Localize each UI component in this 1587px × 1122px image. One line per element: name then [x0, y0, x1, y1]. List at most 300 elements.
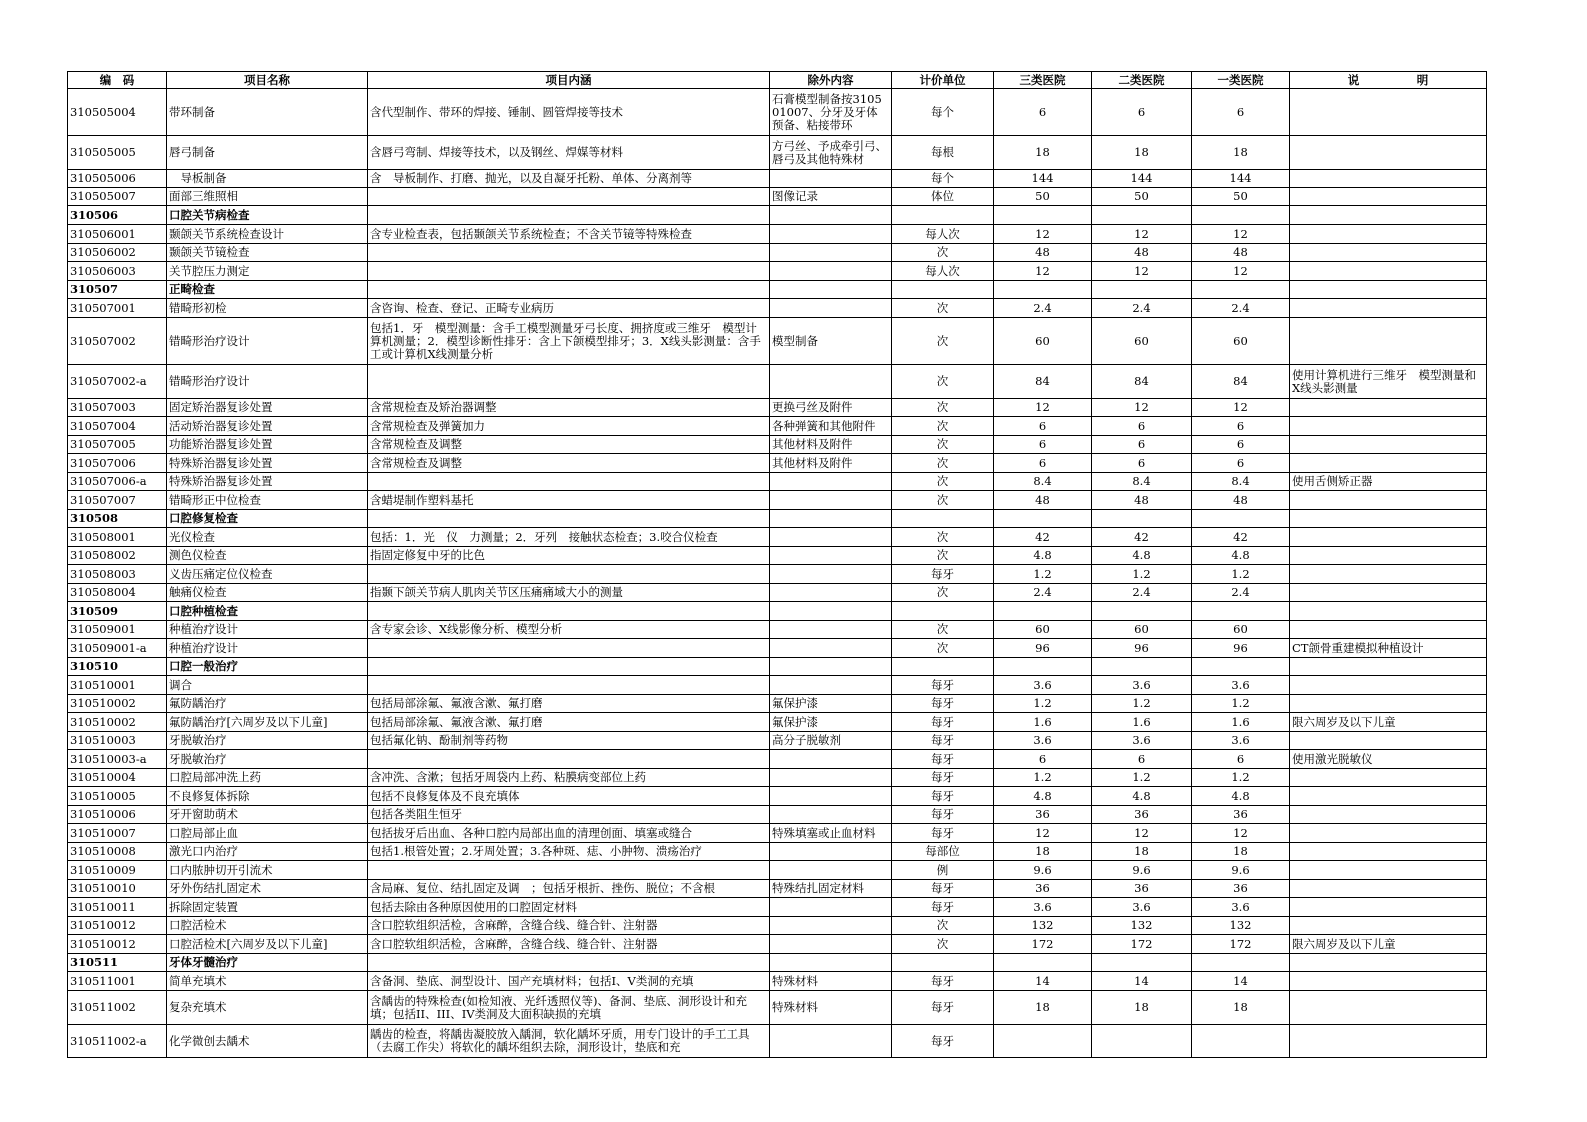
cell-code: [68, 954, 167, 972]
cell-unit: [892, 491, 994, 510]
cell-unit: [892, 510, 994, 528]
cell-price-class1-text: 6: [1236, 438, 1245, 451]
cell-name: [167, 713, 368, 732]
cell-price-class3: [994, 861, 1092, 880]
cell-name: [167, 806, 368, 824]
category-row: [68, 954, 1487, 972]
cell-note: [1290, 880, 1487, 898]
cell-exclude: [770, 991, 892, 1025]
cell-name: [167, 584, 368, 602]
cell-unit-text: 每个: [931, 105, 954, 119]
cell-price-class3: [994, 547, 1092, 565]
table-row: [68, 713, 1487, 732]
cell-price-class3: [994, 436, 1092, 454]
cell-name: [167, 769, 368, 787]
cell-price-class3: [994, 299, 1092, 318]
cell-code: [68, 584, 167, 602]
cell-name: [167, 399, 368, 417]
table-row: [68, 318, 1487, 365]
cell-price-class1-text: 4.8: [1231, 549, 1250, 562]
cell-exclude-text: 石膏模型制备按310501007、分牙及牙体预备、粘接带环: [772, 92, 882, 132]
cell-code-text: 310507006: [70, 456, 136, 470]
cell-content: [368, 732, 770, 750]
cell-price-class3-text: 50: [1035, 190, 1050, 203]
category-row: [68, 510, 1487, 528]
cell-code-text: 310507002-a: [70, 375, 147, 388]
cell-unit: [892, 843, 994, 861]
cell-name-text: 口腔关节病检查: [169, 208, 250, 222]
cell-unit: [892, 732, 994, 750]
cell-price-class3-text: 2.4: [1033, 586, 1052, 599]
cell-code-text: 310509001: [70, 623, 136, 636]
cell-price-class3-text: 6: [1038, 456, 1047, 470]
cell-note-text: 限六周岁及以下儿童: [1292, 715, 1396, 729]
cell-price-class2-text: 12: [1134, 264, 1149, 278]
cell-code-text: 310510010: [70, 882, 136, 895]
cell-exclude: [770, 824, 892, 843]
cell-exclude-text: 其他材料及附件: [772, 456, 853, 470]
cell-code-text: 310511: [70, 956, 119, 969]
cell-content-text: 包括拔牙后出血、各种口腔内局部出血的清理创面、填塞或缝合: [370, 826, 692, 840]
cell-note: [1290, 769, 1487, 787]
cell-name: [167, 695, 368, 713]
table-row: [68, 621, 1487, 639]
cell-name: [167, 136, 368, 170]
cell-code: [68, 206, 167, 225]
cell-price-class2: [1092, 713, 1192, 732]
cell-note: [1290, 318, 1487, 365]
cell-unit-text: 次: [936, 475, 949, 488]
cell-code: [68, 528, 167, 547]
cell-code-text: 310506: [70, 208, 119, 222]
cell-note: [1290, 170, 1487, 188]
cell-price-class1-text: 48: [1233, 246, 1248, 259]
table-row: [68, 898, 1487, 917]
cell-content-text: 含口腔软组织活检，含麻醉，含缝合线、缝合针、注射器: [370, 937, 658, 951]
cell-unit: [892, 528, 994, 547]
cell-content: [368, 436, 770, 454]
cell-content: [368, 417, 770, 436]
cell-unit: [892, 954, 994, 972]
cell-unit: [892, 89, 994, 136]
cell-note: [1290, 244, 1487, 262]
cell-code: [68, 695, 167, 713]
cell-price-class2: [1092, 89, 1192, 136]
cell-content: [368, 299, 770, 318]
cell-note: [1290, 365, 1487, 399]
cell-price-class2: [1092, 769, 1192, 787]
table-row: [68, 136, 1487, 170]
cell-unit: [892, 436, 994, 454]
cell-note: [1290, 206, 1487, 225]
cell-code: [68, 510, 167, 528]
cell-name: [167, 861, 368, 880]
cell-content: [368, 565, 770, 584]
cell-exclude: [770, 399, 892, 417]
cell-price-class1: [1192, 621, 1290, 639]
cell-price-class3-text: 1.2: [1033, 697, 1052, 710]
cell-price-class1-text: 6: [1236, 105, 1245, 119]
cell-price-class2-text: 1.2: [1132, 697, 1151, 710]
cell-content-text: 含专业检查表，包括颞颌关节系统检查；不含关节镜等特殊检查: [370, 227, 692, 241]
cell-content-text: 指固定修复中牙的比色: [370, 549, 485, 562]
cell-price-class1-text: 48: [1233, 493, 1248, 507]
table-row: [68, 225, 1487, 244]
cell-content: [368, 170, 770, 188]
cell-name-text: 导板制备: [169, 172, 227, 185]
cell-name-text: 牙体牙髓治疗: [169, 956, 238, 969]
cell-price-class3-text: 18: [1035, 1001, 1050, 1014]
cell-price-class3-text: 12: [1035, 401, 1050, 414]
cell-name: [167, 732, 368, 750]
cell-price-class3-text: 1.2: [1033, 771, 1052, 784]
cell-name-text: 颞颌关节镜检查: [169, 246, 250, 259]
table-row: [68, 1025, 1487, 1058]
cell-note: [1290, 89, 1487, 136]
cell-content: [368, 547, 770, 565]
cell-exclude: [770, 262, 892, 281]
cell-exclude-text: 高分子脱敏剂: [772, 734, 841, 747]
cell-code: [68, 417, 167, 436]
cell-price-class1: [1192, 454, 1290, 473]
cell-price-class3: [994, 621, 1092, 639]
cell-price-class2-text: 36: [1134, 882, 1149, 895]
cell-price-class1-text: 8.4: [1231, 475, 1250, 488]
cell-exclude-text: 特殊结扎固定材料: [772, 882, 864, 895]
cell-code-text: 310507005: [70, 438, 136, 451]
cell-code: [68, 89, 167, 136]
cell-price-class3: [994, 89, 1092, 136]
cell-name: [167, 188, 368, 206]
table-row: [68, 399, 1487, 417]
cell-name: [167, 170, 368, 188]
cell-exclude: [770, 917, 892, 935]
cell-name: [167, 824, 368, 843]
cell-code: [68, 676, 167, 695]
cell-content-text: 含常规检查及调整: [370, 438, 462, 451]
cell-note: [1290, 676, 1487, 695]
cell-unit: [892, 935, 994, 954]
cell-price-class1: [1192, 299, 1290, 318]
cell-price-class1: [1192, 750, 1290, 769]
category-row: [68, 602, 1487, 621]
cell-code: [68, 281, 167, 299]
cell-price-class3: [994, 972, 1092, 991]
cell-price-class1: [1192, 565, 1290, 584]
cell-unit-text: 每牙: [931, 789, 954, 803]
table-row: [68, 491, 1487, 510]
cell-name: [167, 547, 368, 565]
cell-exclude: [770, 584, 892, 602]
cell-unit: [892, 769, 994, 787]
cell-name: [167, 318, 368, 365]
cell-price-class1: [1192, 473, 1290, 491]
cell-price-class3-text: 8.4: [1033, 475, 1052, 488]
cell-unit-text: 次: [936, 456, 949, 470]
cell-price-class1-text: 4.8: [1231, 789, 1250, 803]
table-row: [68, 639, 1487, 658]
table-row: [68, 565, 1487, 584]
cell-name-text: 颞颌关节系统检查设计: [169, 227, 284, 241]
cell-exclude-text: 特殊填塞或止血材料: [772, 826, 876, 840]
cell-price-class2: [1092, 417, 1192, 436]
cell-note: [1290, 399, 1487, 417]
cell-price-class1: [1192, 365, 1290, 399]
cell-exclude: [770, 639, 892, 658]
cell-note-text: 限六周岁及以下儿童: [1292, 937, 1396, 951]
cell-content: [368, 528, 770, 547]
cell-price-class3-text: 42: [1035, 530, 1050, 544]
cell-name: [167, 281, 368, 299]
cell-exclude: [770, 750, 892, 769]
cell-price-class2-text: 3.6: [1132, 734, 1151, 747]
cell-content-text: 包括去除由各种原因使用的口腔固定材料: [370, 900, 577, 914]
cell-content: [368, 676, 770, 695]
cell-unit: [892, 244, 994, 262]
cell-price-class1-text: 2.4: [1231, 301, 1250, 315]
cell-code: [68, 454, 167, 473]
cell-note: [1290, 898, 1487, 917]
cell-name-text: 复杂充填术: [169, 1001, 227, 1014]
cell-code-text: 310508001: [70, 530, 136, 544]
cell-name: [167, 299, 368, 318]
cell-code: [68, 188, 167, 206]
table-row: [68, 861, 1487, 880]
cell-price-class2: [1092, 954, 1192, 972]
cell-exclude-text: 其他材料及附件: [772, 438, 853, 451]
cell-unit-text: 每人次: [925, 264, 960, 278]
cell-price-class3: [994, 769, 1092, 787]
cell-name: [167, 510, 368, 528]
cell-unit: [892, 695, 994, 713]
cell-name: [167, 639, 368, 658]
cell-price-class3: [994, 639, 1092, 658]
header-name: 项目名称: [167, 72, 368, 89]
cell-price-class3: [994, 318, 1092, 365]
cell-name-text: 活动矫治器复诊处置: [169, 419, 273, 433]
cell-note: [1290, 547, 1487, 565]
cell-price-class3: [994, 732, 1092, 750]
cell-price-class2: [1092, 365, 1192, 399]
cell-price-class2-text: 18: [1134, 1001, 1149, 1014]
cell-price-class1: [1192, 639, 1290, 658]
cell-price-class2: [1092, 658, 1192, 676]
cell-content: [368, 206, 770, 225]
cell-price-class1-text: 36: [1233, 808, 1248, 821]
cell-price-class3: [994, 824, 1092, 843]
cell-note: [1290, 436, 1487, 454]
cell-unit: [892, 787, 994, 806]
cell-price-class2-text: 12: [1134, 227, 1149, 241]
table-row: [68, 991, 1487, 1025]
cell-price-class2: [1092, 399, 1192, 417]
cell-price-class2-text: 60: [1134, 623, 1149, 636]
cell-content-text: 含常规检查及调整: [370, 456, 462, 470]
cell-note-text: 使用舌侧矫正器: [1292, 475, 1373, 488]
cell-price-class2: [1092, 1025, 1192, 1058]
cell-code-text: 310505005: [70, 146, 136, 159]
cell-note: [1290, 262, 1487, 281]
cell-content-text: 含咨询、检查、登记、正畸专业病历: [370, 301, 554, 315]
cell-content: [368, 750, 770, 769]
cell-price-class1: [1192, 89, 1290, 136]
cell-price-class3-text: 48: [1035, 246, 1050, 259]
table-row: [68, 695, 1487, 713]
cell-price-class2-text: 9.6: [1132, 863, 1151, 877]
cell-code: [68, 769, 167, 787]
cell-code-text: 310505007: [70, 190, 136, 203]
cell-exclude: [770, 769, 892, 787]
cell-content: [368, 621, 770, 639]
cell-note: [1290, 281, 1487, 299]
cell-content: [368, 639, 770, 658]
cell-code: [68, 806, 167, 824]
cell-code: [68, 225, 167, 244]
cell-price-class2: [1092, 188, 1192, 206]
cell-note: [1290, 188, 1487, 206]
cell-price-class3: [994, 584, 1092, 602]
cell-price-class1: [1192, 281, 1290, 299]
cell-code: [68, 787, 167, 806]
cell-price-class3: [994, 528, 1092, 547]
cell-price-class2: [1092, 584, 1192, 602]
cell-code: [68, 602, 167, 621]
cell-price-class1: [1192, 170, 1290, 188]
cell-price-class1: [1192, 880, 1290, 898]
table-row: [68, 436, 1487, 454]
header-code: 编 码: [68, 72, 167, 89]
cell-code-text: 310506003: [70, 264, 136, 278]
cell-note: [1290, 510, 1487, 528]
cell-unit: [892, 170, 994, 188]
cell-price-class3: [994, 262, 1092, 281]
table-row: [68, 750, 1487, 769]
cell-price-class2: [1092, 225, 1192, 244]
cell-note: [1290, 1025, 1487, 1058]
cell-unit-text: 次: [936, 549, 949, 562]
cell-note: [1290, 972, 1487, 991]
cell-price-class1: [1192, 206, 1290, 225]
cell-unit: [892, 917, 994, 935]
table-row: [68, 787, 1487, 806]
cell-unit-text: 次: [936, 641, 949, 655]
cell-exclude: [770, 602, 892, 621]
cell-name-text: 化学微创去龋术: [169, 1034, 250, 1048]
cell-price-class1-text: 3.6: [1231, 900, 1250, 914]
cell-name-text: 固定矫治器复诊处置: [169, 401, 273, 414]
cell-exclude: [770, 225, 892, 244]
cell-content: [368, 1025, 770, 1058]
cell-price-class3: [994, 917, 1092, 935]
cell-price-class2: [1092, 436, 1192, 454]
cell-code-text: 310510001: [70, 678, 136, 692]
cell-note: [1290, 658, 1487, 676]
cell-unit: [892, 547, 994, 565]
cell-content: [368, 806, 770, 824]
cell-exclude-text: 图像记录: [772, 190, 818, 203]
cell-exclude: [770, 787, 892, 806]
cell-price-class2-text: 6: [1137, 419, 1146, 433]
cell-code-text: 310510006: [70, 808, 136, 821]
cell-name: [167, 89, 368, 136]
cell-code: [68, 436, 167, 454]
cell-name-text: 口腔修复检查: [169, 512, 238, 525]
cell-code: [68, 318, 167, 365]
cell-name-text: 口腔局部冲洗上药: [169, 771, 261, 784]
cell-code-text: 310510011: [70, 900, 136, 914]
cell-unit: [892, 136, 994, 170]
cell-code: [68, 547, 167, 565]
cell-note: [1290, 639, 1487, 658]
cell-price-class3-text: 9.6: [1033, 863, 1052, 877]
cell-name-text: 口腔种植检查: [169, 604, 238, 618]
cell-price-class3-text: 172: [1031, 937, 1054, 951]
cell-code: [68, 917, 167, 935]
table-row: [68, 880, 1487, 898]
cell-unit: [892, 639, 994, 658]
cell-unit: [892, 281, 994, 299]
cell-content: [368, 769, 770, 787]
cell-content-text: 包括氟化钠、酚制剂等药物: [370, 734, 508, 747]
header-content: 项目内涵: [368, 72, 770, 89]
cell-content: [368, 658, 770, 676]
cell-note: [1290, 695, 1487, 713]
cell-exclude: [770, 547, 892, 565]
cell-name-text: 牙脱敏治疗: [169, 752, 227, 766]
cell-price-class2: [1092, 262, 1192, 281]
cell-price-class2-text: 60: [1134, 334, 1149, 348]
table-row: [68, 769, 1487, 787]
fee-schedule-table: [67, 71, 1487, 1058]
cell-price-class3-text: 18: [1035, 845, 1050, 858]
cell-exclude: [770, 732, 892, 750]
cell-content: [368, 318, 770, 365]
cell-price-class3-text: 60: [1035, 623, 1050, 636]
cell-unit: [892, 602, 994, 621]
cell-price-class3-text: 12: [1035, 826, 1050, 840]
cell-name-text: 正畸检查: [169, 283, 215, 296]
cell-price-class1-text: 18: [1233, 146, 1248, 159]
cell-name-text: 不良修复体拆除: [169, 789, 250, 803]
cell-code: [68, 880, 167, 898]
cell-price-class3-text: 144: [1031, 172, 1054, 185]
cell-price-class3-text: 132: [1031, 919, 1054, 932]
cell-price-class3: [994, 244, 1092, 262]
cell-price-class1: [1192, 225, 1290, 244]
cell-name-text: 简单充填术: [169, 974, 227, 988]
cell-exclude: [770, 676, 892, 695]
cell-note: [1290, 806, 1487, 824]
cell-code: [68, 399, 167, 417]
cell-price-class2-text: 1.2: [1132, 771, 1151, 784]
table-row: [68, 732, 1487, 750]
cell-code-text: 310509: [70, 604, 119, 618]
cell-name-text: 触痛仪检查: [169, 586, 227, 599]
cell-code: [68, 843, 167, 861]
header-price-class1: 一类医院: [1192, 72, 1290, 89]
cell-unit-text: 例: [936, 863, 949, 877]
cell-price-class3: [994, 225, 1092, 244]
cell-unit: [892, 584, 994, 602]
cell-price-class2-text: 36: [1134, 808, 1149, 821]
cell-price-class1-text: 12: [1233, 826, 1248, 840]
cell-price-class3-text: 6: [1038, 438, 1047, 451]
cell-exclude: [770, 658, 892, 676]
cell-name: [167, 787, 368, 806]
cell-name-text: 氟防龋治疗: [169, 697, 227, 710]
cell-exclude: [770, 299, 892, 318]
cell-price-class3: [994, 170, 1092, 188]
